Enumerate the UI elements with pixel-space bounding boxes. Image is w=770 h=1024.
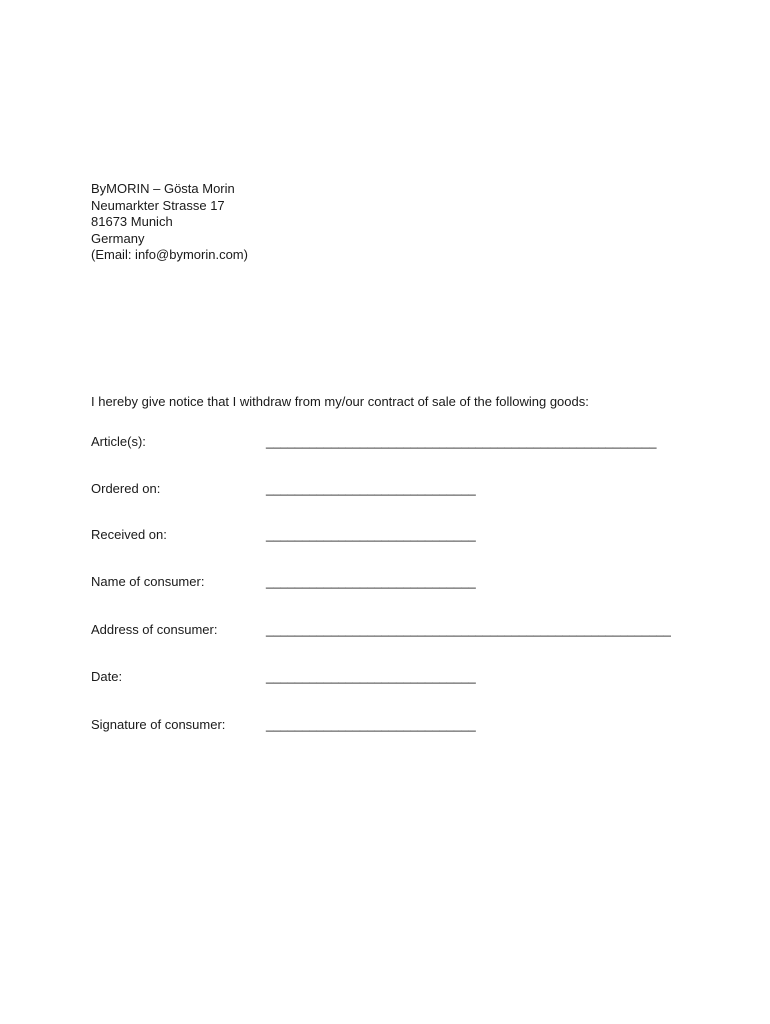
- field-address-of-consumer: [91, 622, 731, 640]
- fill-in-line: ______________________________________________________: [266, 434, 657, 449]
- field-articles: [91, 434, 731, 452]
- fill-in-line: _____________________________: [266, 574, 476, 589]
- field-label: Received on:: [91, 527, 167, 542]
- sender-address-block: [91, 181, 248, 264]
- sender-email: (Email: info@bymorin.com): [91, 247, 248, 262]
- field-label: Name of consumer:: [91, 574, 205, 589]
- field-label: Date:: [91, 669, 123, 684]
- sender-street: Neumarkter Strasse 17: [91, 197, 225, 213]
- sender-name: ByMORIN – Gösta Morin: [91, 181, 235, 196]
- field-ordered-on: [91, 481, 731, 499]
- field-date: [91, 669, 731, 687]
- field-label: Article(s):: [91, 434, 146, 449]
- field-name-of-consumer: [91, 574, 731, 592]
- fill-in-line: ________________________________________________________: [266, 622, 671, 637]
- sender-city: 81673 Munich: [91, 214, 173, 229]
- withdrawal-notice-text: I hereby give notice that I withdraw from my/our contract of sale of the following goods:: [91, 394, 589, 409]
- field-signature-of-consumer: [91, 717, 731, 735]
- field-label: Ordered on:: [91, 481, 161, 496]
- field-label: Signature of consumer:: [91, 717, 226, 732]
- field-label: Address of consumer:: [91, 622, 218, 637]
- fill-in-line: _____________________________: [266, 527, 476, 542]
- field-received-on: [91, 527, 731, 545]
- fill-in-line: _____________________________: [266, 481, 476, 496]
- fill-in-line: _____________________________: [266, 669, 476, 684]
- fill-in-line: _____________________________: [266, 717, 476, 732]
- sender-country: Germany: [91, 230, 145, 246]
